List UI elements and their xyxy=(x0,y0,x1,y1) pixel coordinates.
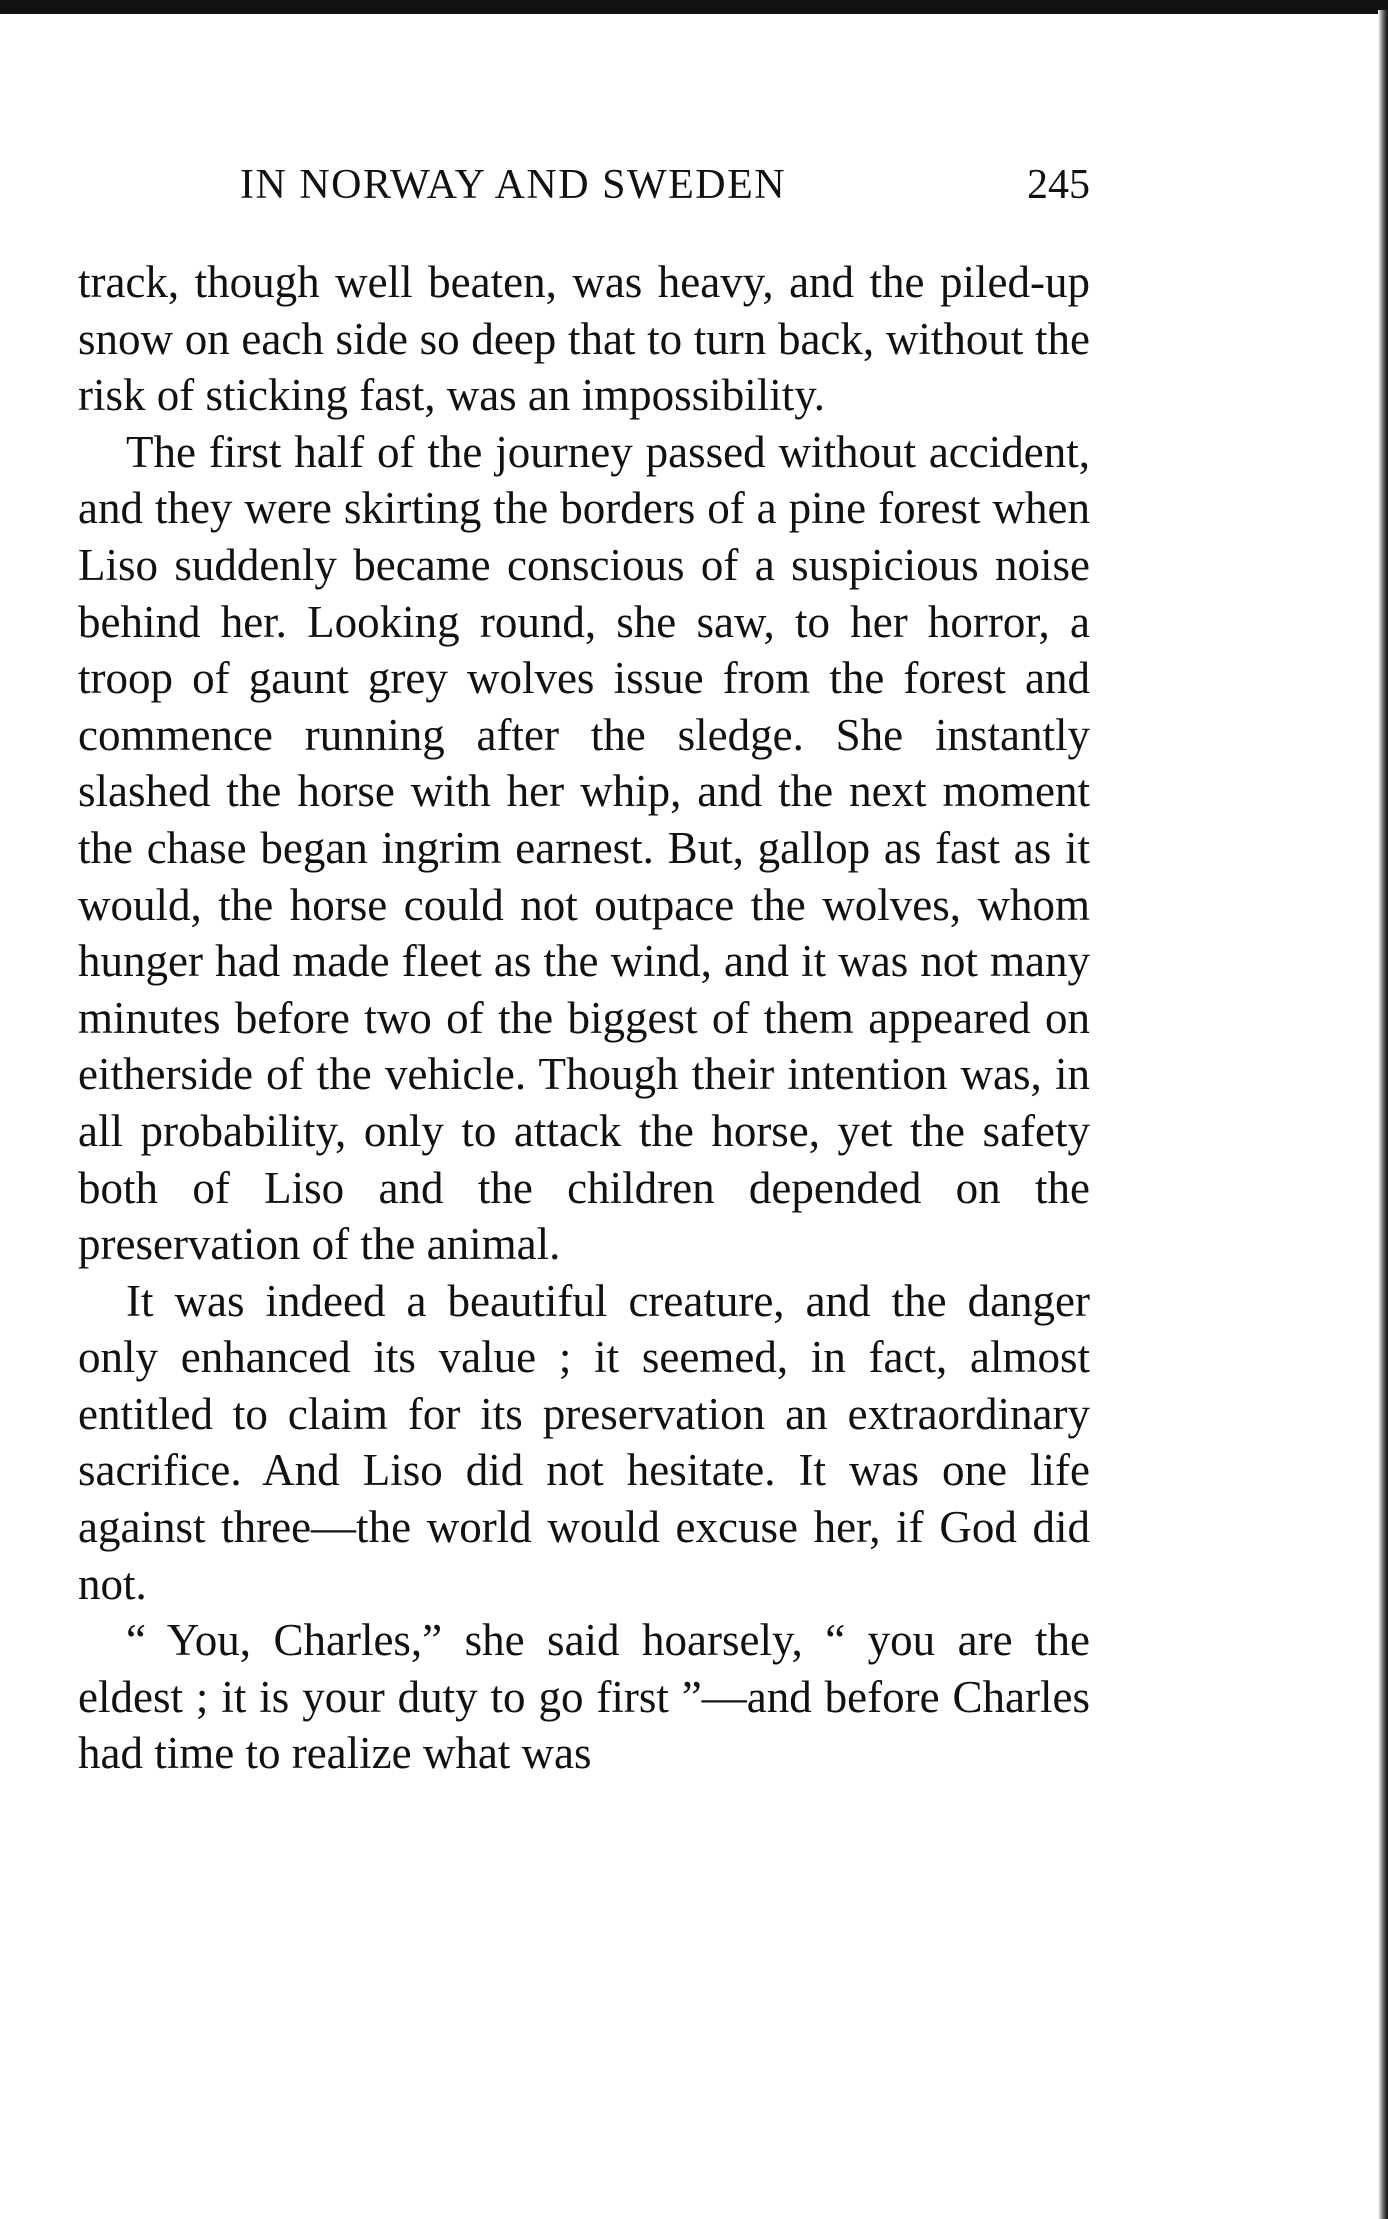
paragraph-3: It was indeed a beautiful creature, and the danger only enhanced its value ; it seemed, in fact, almost entitled to claim for its preservation an extraordinary sacrifice. And Liso did not hesitate. It was one life against three—the world would excuse her, if God did not. xyxy=(78,1275,1090,1609)
running-title: IN NORWAY AND SWEDEN xyxy=(240,162,787,208)
page-number: 245 xyxy=(1027,162,1090,208)
page-body xyxy=(78,254,1090,1782)
page-header xyxy=(78,160,1090,210)
paragraph-1: track, though well beaten, was heavy, and the piled-up snow on each side so deep that to turn back, without the risk of sticking fast, was an impossibility. xyxy=(78,257,1090,421)
page-edge-shadow xyxy=(1378,10,1388,2219)
page-top-border xyxy=(0,0,1388,14)
paragraph-2: The first half of the journey passed without accident, and they were skirting the borders of a pine forest when Liso suddenly became conscious of a suspicious noise behind her. Looking round, she saw, to her horror, a troop of gaunt grey wolves issue from the forest and commence running after the sledge. She instantly slashed the horse with her whip, and the next moment the chase began ingrim earnest. But, gallop as fast as it would, the horse could not outpace the wolves, whom hunger had made fleet as the wind, and it was not many minutes before two of the biggest of them appeared on eitherside of the vehicle. Though their intention was, in all probability, only to attack the horse, yet the safety both of Liso and the children depended on the preservation of the animal. xyxy=(78,426,1090,1270)
paragraph-4: “ You, Charles,” she said hoarsely, “ you are the eldest ; it is your duty to go first ”—and before Charles had time to realize what was xyxy=(78,1615,1090,1779)
